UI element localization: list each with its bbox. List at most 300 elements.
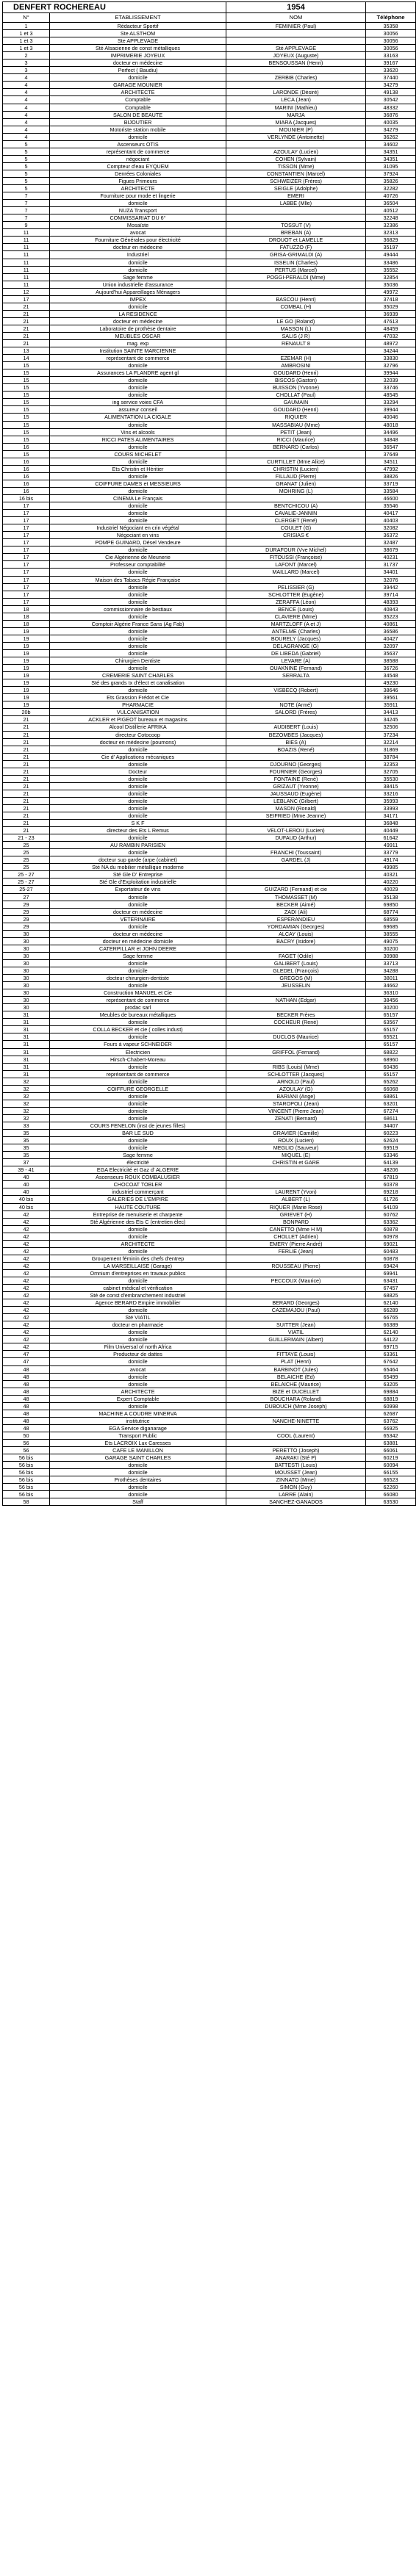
cell-phone: 66155 bbox=[366, 1469, 416, 1476]
table-row bbox=[3, 583, 416, 591]
cell-phone: 36726 bbox=[366, 665, 416, 672]
cell-number: 40 bbox=[3, 1181, 50, 1188]
cell-name bbox=[226, 878, 366, 886]
cell-name: JOYEUX (Auguste) bbox=[226, 52, 366, 59]
cell-phone: 68611 bbox=[366, 1114, 416, 1122]
cell-number: 42 bbox=[3, 1336, 50, 1343]
cell-establishment: Sage femme bbox=[50, 273, 226, 281]
cell-name: MASSABIAU (Mme) bbox=[226, 421, 366, 428]
table-row bbox=[3, 1402, 416, 1410]
table-row bbox=[3, 1070, 416, 1078]
table-row bbox=[3, 30, 416, 37]
cell-phone: 68822 bbox=[366, 1048, 416, 1056]
cell-name: BENCE (Louis) bbox=[226, 605, 366, 613]
cell-number: 21 bbox=[3, 724, 50, 731]
cell-name bbox=[226, 753, 366, 760]
cell-number: 21 bbox=[3, 753, 50, 760]
cell-name: FONTAINE (René) bbox=[226, 775, 366, 782]
cell-establishment: PHARMACIE bbox=[50, 701, 226, 709]
cell-establishment: domicile bbox=[50, 200, 226, 207]
cell-name: GRIFFOL (Fernand) bbox=[226, 1048, 366, 1056]
table-row bbox=[3, 591, 416, 598]
cell-establishment: Sté des grands tx d'élect et canalisation bbox=[50, 679, 226, 687]
cell-number: 7 bbox=[3, 192, 50, 200]
cell-establishment: domicile bbox=[50, 959, 226, 967]
cell-name bbox=[226, 140, 366, 148]
cell-name: OUAKNINE (Fernand) bbox=[226, 665, 366, 672]
table-row bbox=[3, 428, 416, 436]
cell-establishment: domicile bbox=[50, 1233, 226, 1240]
cell-number: 21 bbox=[3, 716, 50, 724]
cell-name bbox=[226, 820, 366, 827]
cell-phone: 34548 bbox=[366, 672, 416, 679]
cell-name: CONSTANTIEN (Marcel) bbox=[226, 170, 366, 177]
cell-establishment: Mosaïste bbox=[50, 222, 226, 229]
table-row bbox=[3, 864, 416, 871]
cell-phone: 66765 bbox=[366, 1314, 416, 1321]
cell-number: 1 et 3 bbox=[3, 45, 50, 52]
cell-phone: 49138 bbox=[366, 89, 416, 96]
cell-phone: 34351 bbox=[366, 155, 416, 162]
cell-establishment: Sage femme bbox=[50, 1152, 226, 1159]
cell-number: 5 bbox=[3, 140, 50, 148]
cell-phone: 34171 bbox=[366, 812, 416, 820]
cell-phone: 34662 bbox=[366, 982, 416, 989]
table-row bbox=[3, 310, 416, 317]
cell-name bbox=[226, 288, 366, 295]
cell-number: 19 bbox=[3, 642, 50, 649]
table-row bbox=[3, 406, 416, 414]
table-row bbox=[3, 347, 416, 355]
cell-name: FEMINIER (Paul) bbox=[226, 23, 366, 30]
table-row bbox=[3, 1395, 416, 1402]
table-row bbox=[3, 569, 416, 576]
cell-name: RIBS (Louis) (Mme) bbox=[226, 1063, 366, 1070]
table-row bbox=[3, 450, 416, 458]
cell-number: 16 bbox=[3, 480, 50, 487]
cell-establishment: Fourniture Générales pour électricité bbox=[50, 237, 226, 244]
cell-name: BUISSON (Yvonne) bbox=[226, 384, 366, 392]
cell-name: DE LIBEDA (Gabriel) bbox=[226, 649, 366, 657]
cell-name: CHRISTIN (Lucien) bbox=[226, 465, 366, 472]
cell-phone: 63762 bbox=[366, 1417, 416, 1424]
cell-establishment: Industriel Négociant en crin végétal bbox=[50, 524, 226, 532]
table-row bbox=[3, 177, 416, 184]
table-row bbox=[3, 1462, 416, 1469]
cell-number: 4 bbox=[3, 111, 50, 118]
cell-number: 16 bbox=[3, 458, 50, 465]
cell-establishment: GARAGE MOUNIER bbox=[50, 82, 226, 89]
cell-establishment: COLLA BECKER et cie ( colles indust) bbox=[50, 1026, 226, 1033]
cell-phone: 32353 bbox=[366, 760, 416, 768]
table-row bbox=[3, 554, 416, 561]
cell-name: BISCOS (Gaston) bbox=[226, 377, 366, 384]
cell-name bbox=[226, 1026, 366, 1033]
cell-number: 15 bbox=[3, 362, 50, 369]
cell-number: 21 bbox=[3, 332, 50, 339]
cell-number: 4 bbox=[3, 104, 50, 111]
cell-number: 21 bbox=[3, 768, 50, 775]
cell-name bbox=[226, 1255, 366, 1262]
cell-number: 56 bis bbox=[3, 1484, 50, 1491]
cell-name: VISBECQ (Robert) bbox=[226, 687, 366, 694]
cell-number: 42 bbox=[3, 1321, 50, 1329]
cell-name: RIQUIER bbox=[226, 414, 366, 421]
cell-name: ANARAKI (Sté P) bbox=[226, 1454, 366, 1462]
cell-number: 21 bbox=[3, 731, 50, 738]
cell-establishment: électricité bbox=[50, 1159, 226, 1166]
cell-name: DJOURNO (Georges) bbox=[226, 760, 366, 768]
cell-phone: 34245 bbox=[366, 716, 416, 724]
cell-establishment: LA RESIDENCE bbox=[50, 310, 226, 317]
cell-name: ZERAFFA (Léon) bbox=[226, 598, 366, 605]
cell-phone: 39714 bbox=[366, 591, 416, 598]
cell-name: ANTELME (Charles) bbox=[226, 627, 366, 635]
cell-establishment: CAFE LE MANILLON bbox=[50, 1447, 226, 1454]
table-row bbox=[3, 908, 416, 915]
table-row bbox=[3, 251, 416, 259]
cell-phone: 63201 bbox=[366, 1100, 416, 1107]
cell-name: NATHAN (Edgar) bbox=[226, 997, 366, 1004]
table-row bbox=[3, 1196, 416, 1203]
table-row bbox=[3, 1262, 416, 1269]
table-row bbox=[3, 487, 416, 494]
table-row bbox=[3, 576, 416, 583]
cell-establishment: Union industrielle d'assurance bbox=[50, 281, 226, 288]
cell-establishment: domicile bbox=[50, 1469, 226, 1476]
cell-name: BECKER (Aimé) bbox=[226, 901, 366, 908]
cell-number: 5 bbox=[3, 148, 50, 155]
cell-number: 48 bbox=[3, 1424, 50, 1432]
cell-phone: 33620 bbox=[366, 67, 416, 74]
cell-phone: 48332 bbox=[366, 104, 416, 111]
cell-number: 25 bbox=[3, 842, 50, 849]
cell-number: 31 bbox=[3, 1011, 50, 1019]
cell-name: BENTCHICOU (A) bbox=[226, 502, 366, 510]
cell-phone: 66068 bbox=[366, 1085, 416, 1092]
cell-name: CANETTO (Mme H M) bbox=[226, 1225, 366, 1233]
table-row bbox=[3, 1476, 416, 1484]
cell-name: CURTILLET (Mme Alice) bbox=[226, 458, 366, 465]
cell-establishment: Exportateur de vins bbox=[50, 886, 226, 893]
table-row bbox=[3, 901, 416, 908]
cell-number: 5 bbox=[3, 177, 50, 184]
cell-phone: 32506 bbox=[366, 724, 416, 731]
table-row bbox=[3, 967, 416, 975]
table-row bbox=[3, 989, 416, 997]
cell-number: 42 bbox=[3, 1343, 50, 1351]
cell-name: LE GO (Roland) bbox=[226, 317, 366, 325]
table-row bbox=[3, 1004, 416, 1011]
table-row bbox=[3, 679, 416, 687]
cell-establishment: domicile bbox=[50, 510, 226, 517]
cell-number: 17 bbox=[3, 539, 50, 546]
cell-establishment: MACHINE A COUDRE MINERVA bbox=[50, 1410, 226, 1417]
cell-establishment: Vins et alcools bbox=[50, 428, 226, 436]
cell-establishment: domicile bbox=[50, 1402, 226, 1410]
cell-establishment: domicile bbox=[50, 923, 226, 930]
cell-number: 48 bbox=[3, 1365, 50, 1373]
cell-phone: 36829 bbox=[366, 237, 416, 244]
cell-number: 17 bbox=[3, 510, 50, 517]
cell-name: SCHWEIZER (Frères) bbox=[226, 177, 366, 184]
cell-establishment: domicile bbox=[50, 377, 226, 384]
table-row bbox=[3, 1277, 416, 1284]
cell-name bbox=[226, 694, 366, 701]
cell-establishment: domicile bbox=[50, 487, 226, 494]
cell-number: 32 bbox=[3, 1078, 50, 1085]
cell-establishment: BAR LE SUD bbox=[50, 1130, 226, 1137]
cell-name: SIMON (Guy) bbox=[226, 1484, 366, 1491]
cell-establishment: domicile bbox=[50, 760, 226, 768]
cell-phone: 67819 bbox=[366, 1174, 416, 1181]
cell-name: CHOLLAT (Paul) bbox=[226, 392, 366, 399]
cell-name: RICCI (Maurice) bbox=[226, 436, 366, 443]
cell-number: 17 bbox=[3, 524, 50, 532]
cell-phone: 38588 bbox=[366, 657, 416, 665]
cell-establishment: domicile bbox=[50, 1144, 226, 1152]
cell-number: 11 bbox=[3, 251, 50, 259]
cell-establishment: docteur en médecine (poumons) bbox=[50, 738, 226, 746]
cell-name: STAROPOLI (Jean) bbox=[226, 1100, 366, 1107]
cell-phone: 65499 bbox=[366, 1373, 416, 1380]
cell-phone: 33719 bbox=[366, 480, 416, 487]
cell-phone: 34401 bbox=[366, 569, 416, 576]
cell-phone: 63361 bbox=[366, 1351, 416, 1358]
cell-number: 17 bbox=[3, 295, 50, 303]
table-row bbox=[3, 937, 416, 945]
cell-number: 29 bbox=[3, 908, 50, 915]
cell-establishment: RICCI PATES ALIMENTAIRES bbox=[50, 436, 226, 443]
cell-name: BIZE et DUCELLET bbox=[226, 1388, 366, 1395]
cell-name: BELAICHE (Ed) bbox=[226, 1373, 366, 1380]
cell-establishment: Comptoir Algérie France Sans (Ag Fab) bbox=[50, 620, 226, 627]
cell-name: BOURELY (Jacques) bbox=[226, 635, 366, 642]
header-establishment: ETABLISSEMENT bbox=[50, 13, 226, 23]
table-row bbox=[3, 502, 416, 510]
cell-number: 15 bbox=[3, 406, 50, 414]
cell-name: RENAULT 8 bbox=[226, 340, 366, 347]
cell-phone: 35552 bbox=[366, 266, 416, 273]
cell-establishment: négociant bbox=[50, 155, 226, 162]
cell-establishment: ACKLER et PIGEOT bureaux et magasins bbox=[50, 716, 226, 724]
title-row bbox=[3, 2, 416, 13]
cell-phone: 63567 bbox=[366, 1019, 416, 1026]
cell-number: 31 bbox=[3, 1019, 50, 1026]
table-row bbox=[3, 436, 416, 443]
cell-phone: 32097 bbox=[366, 642, 416, 649]
cell-establishment: GALERIES DE L'EMPIRE bbox=[50, 1196, 226, 1203]
table-row bbox=[3, 1388, 416, 1395]
cell-number: 42 bbox=[3, 1211, 50, 1218]
cell-phone: 48018 bbox=[366, 421, 416, 428]
table-row bbox=[3, 849, 416, 856]
cell-number: 21 bbox=[3, 812, 50, 820]
cell-establishment: domicile bbox=[50, 1491, 226, 1498]
table-row bbox=[3, 170, 416, 177]
cell-number: 15 bbox=[3, 421, 50, 428]
cell-phone: 34279 bbox=[366, 82, 416, 89]
cell-establishment: industriel commerçant bbox=[50, 1188, 226, 1196]
cell-phone: 36939 bbox=[366, 310, 416, 317]
cell-number: 20b bbox=[3, 709, 50, 716]
cell-name: ZADI (Ali) bbox=[226, 908, 366, 915]
cell-number: 25 bbox=[3, 856, 50, 864]
cell-establishment: domicile bbox=[50, 1137, 226, 1144]
cell-number: 56 bbox=[3, 1447, 50, 1454]
table-row bbox=[3, 797, 416, 804]
table-row bbox=[3, 392, 416, 399]
cell-name: FRANCHI (Toussaint) bbox=[226, 849, 366, 856]
cell-number: 19 bbox=[3, 672, 50, 679]
cell-phone: 65157 bbox=[366, 1070, 416, 1078]
cell-establishment: domicile bbox=[50, 443, 226, 450]
cell-phone: 62687 bbox=[366, 1410, 416, 1417]
table-row bbox=[3, 716, 416, 724]
cell-number: 21 bbox=[3, 775, 50, 782]
cell-number: 30 bbox=[3, 967, 50, 975]
cell-establishment: directeur des Ets L Remus bbox=[50, 827, 226, 834]
cell-number: 4 bbox=[3, 126, 50, 133]
cell-phone: 61642 bbox=[366, 834, 416, 842]
table-row bbox=[3, 694, 416, 701]
table-row bbox=[3, 37, 416, 45]
cell-name: GREGOS (M) bbox=[226, 975, 366, 982]
table-row bbox=[3, 229, 416, 237]
cell-number: 18 bbox=[3, 605, 50, 613]
cell-establishment: Comptable bbox=[50, 96, 226, 104]
cell-number: 5 bbox=[3, 155, 50, 162]
cell-phone: 30056 bbox=[366, 37, 416, 45]
table-row bbox=[3, 605, 416, 613]
table-row bbox=[3, 1152, 416, 1159]
cell-name: COMBAL (H) bbox=[226, 303, 366, 310]
cell-number: 4 bbox=[3, 133, 50, 140]
table-row bbox=[3, 59, 416, 67]
cell-number: 42 bbox=[3, 1233, 50, 1240]
cell-establishment: Industriel bbox=[50, 251, 226, 259]
cell-name: FITTAYE (Louis) bbox=[226, 1351, 366, 1358]
table-row bbox=[3, 959, 416, 967]
cell-number: 48 bbox=[3, 1373, 50, 1380]
cell-phone: 40046 bbox=[366, 414, 416, 421]
cell-phone: 61726 bbox=[366, 1196, 416, 1203]
cell-number: 21 bbox=[3, 820, 50, 827]
cell-number: 21 bbox=[3, 790, 50, 797]
table-row bbox=[3, 23, 416, 30]
cell-number: 40 bis bbox=[3, 1196, 50, 1203]
cell-number: 58 bbox=[3, 1498, 50, 1506]
cell-establishment: GARAGE SAINT CHARLES bbox=[50, 1454, 226, 1462]
cell-number: 18 bbox=[3, 613, 50, 620]
cell-phone: 62624 bbox=[366, 1137, 416, 1144]
cell-establishment: CHOCOAT TOBLER bbox=[50, 1181, 226, 1188]
cell-phone: 33993 bbox=[366, 804, 416, 812]
cell-establishment: domicile bbox=[50, 627, 226, 635]
cell-name bbox=[226, 30, 366, 37]
table-row bbox=[3, 1078, 416, 1085]
table-row bbox=[3, 443, 416, 450]
cell-establishment: avocat bbox=[50, 229, 226, 237]
cell-phone: 30200 bbox=[366, 1004, 416, 1011]
cell-phone: 30056 bbox=[366, 45, 416, 52]
cell-establishment: Entreprise de menuiserie et charpente bbox=[50, 1211, 226, 1218]
cell-phone: 48972 bbox=[366, 340, 416, 347]
cell-name: MASON (Ronald) bbox=[226, 804, 366, 812]
cell-number: 42 bbox=[3, 1247, 50, 1255]
cell-establishment: mag. exp bbox=[50, 340, 226, 347]
cell-number: 15 bbox=[3, 392, 50, 399]
cell-phone: 64122 bbox=[366, 1336, 416, 1343]
table-row bbox=[3, 1343, 416, 1351]
cell-establishment: Ets Christin et Héritier bbox=[50, 465, 226, 472]
cell-phone: 38555 bbox=[366, 930, 416, 937]
table-row bbox=[3, 1011, 416, 1019]
cell-number: 30 bbox=[3, 1004, 50, 1011]
cell-name: BASCOU (Henri) bbox=[226, 295, 366, 303]
table-row bbox=[3, 1056, 416, 1063]
cell-establishment: IMPEX bbox=[50, 295, 226, 303]
cell-phone: 40029 bbox=[366, 886, 416, 893]
cell-phone: 49174 bbox=[366, 856, 416, 864]
cell-establishment: représentant de commerce bbox=[50, 1070, 226, 1078]
cell-name: GRAVIER (Camille) bbox=[226, 1130, 366, 1137]
cell-number: 7 bbox=[3, 207, 50, 214]
cell-number: 25 - 27 bbox=[3, 871, 50, 878]
cell-phone: 35029 bbox=[366, 303, 416, 310]
cell-name: MOUSSET (Jean) bbox=[226, 1469, 366, 1476]
cell-name: DUFAUD (Arthur) bbox=[226, 834, 366, 842]
cell-name bbox=[226, 310, 366, 317]
table-row bbox=[3, 1351, 416, 1358]
cell-establishment: domicile bbox=[50, 517, 226, 524]
cell-number: 16 bbox=[3, 472, 50, 480]
cell-number: 47 bbox=[3, 1358, 50, 1365]
cell-name bbox=[226, 679, 366, 687]
cell-phone: 65262 bbox=[366, 1078, 416, 1085]
cell-phone: 36262 bbox=[366, 133, 416, 140]
cell-name bbox=[226, 1292, 366, 1299]
cell-name: BARBINOT (Jules) bbox=[226, 1365, 366, 1373]
cell-phone: 40861 bbox=[366, 620, 416, 627]
cell-name bbox=[226, 1041, 366, 1048]
cell-number: 11 bbox=[3, 266, 50, 273]
cell-name: ALBERT (L) bbox=[226, 1196, 366, 1203]
table-row bbox=[3, 1358, 416, 1365]
cell-number: 42 bbox=[3, 1292, 50, 1299]
cell-number: 56 bis bbox=[3, 1462, 50, 1469]
cell-number: 16 bbox=[3, 465, 50, 472]
cell-name: GAUMAIN bbox=[226, 399, 366, 406]
cell-name: AUDIBERT (Louis) bbox=[226, 724, 366, 731]
cell-phone: 30542 bbox=[366, 96, 416, 104]
cell-phone: 66061 bbox=[366, 1447, 416, 1454]
year: 1954 bbox=[226, 2, 366, 13]
cell-name bbox=[226, 539, 366, 546]
cell-name: DUCLOS (Maurice) bbox=[226, 1033, 366, 1041]
cell-establishment: domicile bbox=[50, 569, 226, 576]
cell-number: 32 bbox=[3, 1107, 50, 1114]
cell-phone: 49911 bbox=[366, 842, 416, 849]
cell-phone: 65521 bbox=[366, 1033, 416, 1041]
table-row bbox=[3, 1447, 416, 1454]
table-row bbox=[3, 613, 416, 620]
cell-number: 17 bbox=[3, 517, 50, 524]
cell-establishment: avocat bbox=[50, 1365, 226, 1373]
cell-name: SEIGLE (Adolphe) bbox=[226, 185, 366, 192]
cell-establishment: Sté Gle D' Entreprise bbox=[50, 871, 226, 878]
cell-phone: 49230 bbox=[366, 679, 416, 687]
